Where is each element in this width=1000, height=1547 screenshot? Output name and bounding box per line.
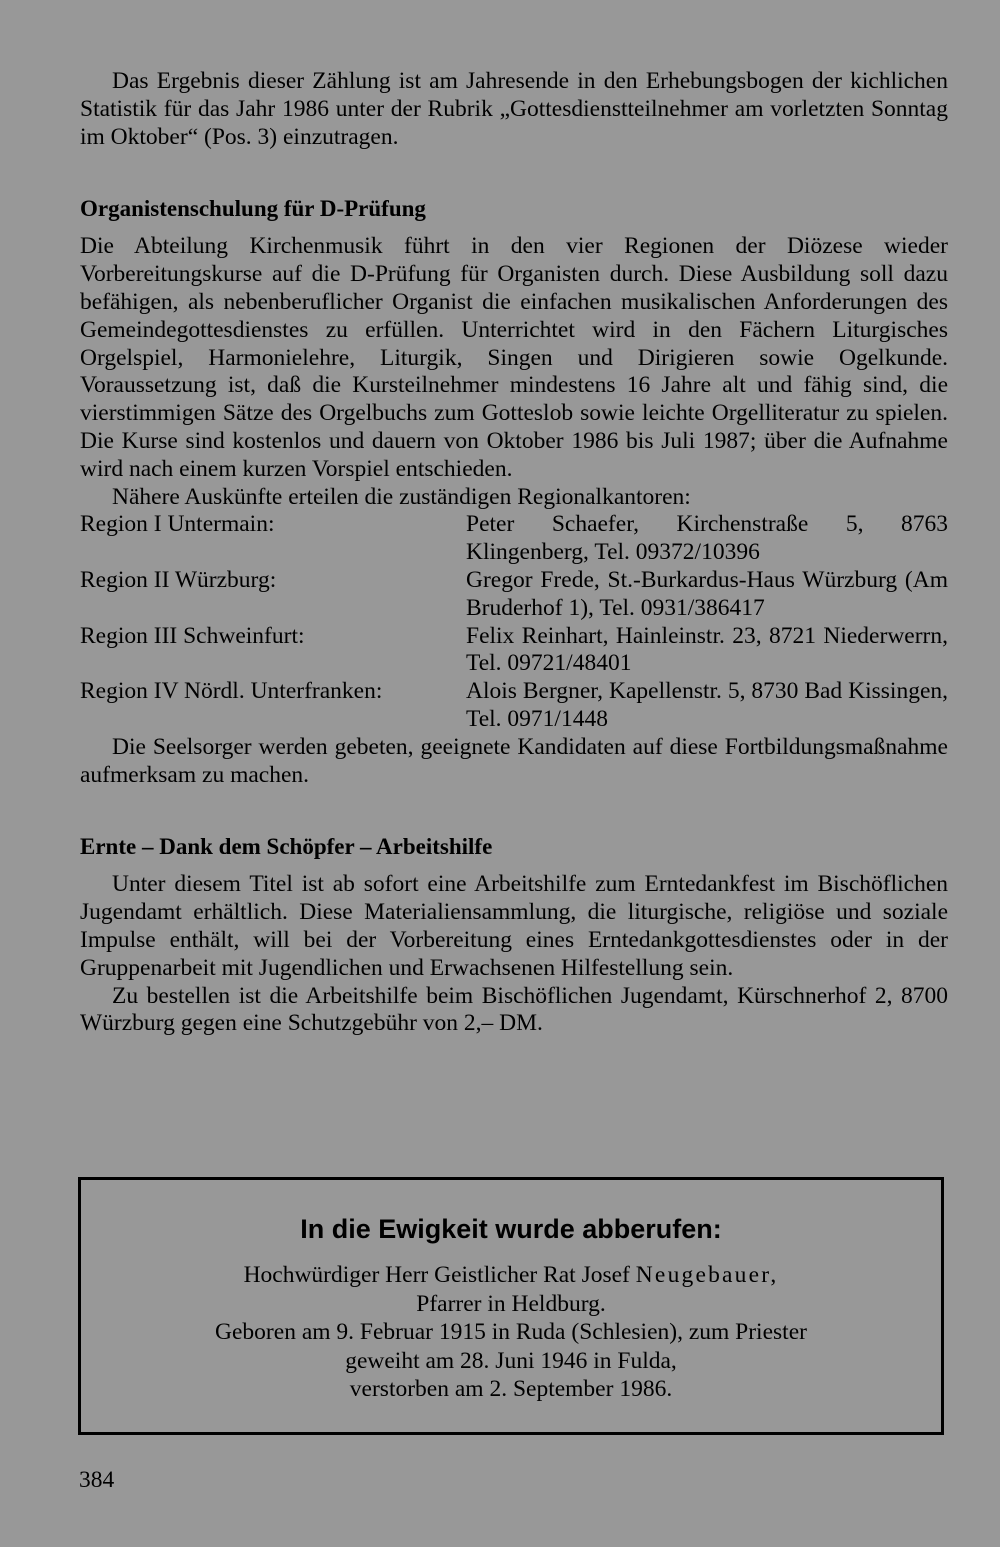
intro-paragraph: Das Ergebnis dieser Zählung ist am Jahresende in den Erhebungsbogen der kichlichen Statistik für das Jahr 1986 unter der Rubrik „Gottesdienstteilnehmer am vorletzten Sonntag im Oktober“ (Pos. 3) einzutragen. bbox=[80, 68, 948, 150]
region-row bbox=[80, 511, 948, 567]
organist-training-paragraph: Die Abteilung Kirchenmusik führt in den vier Regionen der Diözese wieder Vorbereitungskurse auf die D-Prüfung für Organisten durch. Diese Ausbildung soll dazu befähigen, als nebenberuflicher Organist die einfachen musikalischen Anforderungen des Gemeindegottesdienstes zu erfüllen. Unterrichtet wird in den Fächern Liturgisches Orgelspiel, Harmonielehre, Liturgik, Singen und Dirigieren sowie Ogelkunde. Voraussetzung ist, daß die Kursteilnehmer mindestens 16 Jahre alt und fähig sind, die vierstimmigen Sätze des Orgelbuchs zum Gotteslob sowie leichte Orgelliteratur zu spielen. Die Kurse sind kostenlos und dauern von Oktober 1986 bis Juli 1987; über die Aufnahme wird nach einem kurzen Vorspiel entschieden. bbox=[80, 233, 948, 482]
region-name: Region I Untermain: bbox=[80, 511, 275, 538]
obituary-line-1-prefix: Hochwürdiger Herr Geistlicher Rat Josef bbox=[243, 1262, 630, 1288]
obituary-title: In die Ewigkeit wurde abberufen: bbox=[300, 1214, 722, 1244]
region-contact: Peter Schaefer, Kirchenstraße 5, 8763 Klingenberg, Tel. 09372/10396 bbox=[466, 511, 948, 566]
region-row bbox=[80, 567, 948, 623]
info-intro: Nähere Auskünfte erteilen die zuständigen Regionalkantoren: bbox=[112, 483, 691, 510]
obituary-notice-box bbox=[78, 1177, 944, 1435]
obituary-line-3: Geboren am 9. Februar 1915 in Ruda (Schlesien), zum Priester bbox=[215, 1319, 807, 1345]
region-contact: Gregor Frede, St.-Burkardus-Haus Würzburg (Am Bruderhof 1), Tel. 0931/386417 bbox=[466, 566, 948, 621]
section-heading-organist-training: Organistenschulung für D-Prüfung bbox=[80, 196, 426, 222]
region-name: Region II Würzburg: bbox=[80, 566, 277, 593]
obituary-line-1 bbox=[81, 1261, 941, 1290]
section-heading-harvest: Ernte – Dank dem Schöpfer – Arbeitshilfe bbox=[80, 834, 493, 860]
closing-paragraph: Die Seelsorger werden gebeten, geeignete Kandidaten auf diese Fortbildungsmaßnahme aufmerksam zu machen. bbox=[80, 733, 948, 788]
harvest-paragraph-1: Unter diesem Titel ist ab sofort eine Arbeitshilfe zum Erntedankfest im Bischöflichen Jugendamt erhältlich. Diese Materialiensammlung, die liturgische, religiöse und soziale Impulse enthält, will bei der Vorbereitung eines Erntedankgottesdienstes oder in der Gruppenarbeit mit Jugendlichen und Erwachsenen Hilfestellung sein. bbox=[80, 871, 948, 981]
obituary-name: Neugebauer, bbox=[635, 1262, 779, 1288]
region-name: Region IV Nördl. Unterfranken: bbox=[80, 678, 383, 705]
region-contact: Felix Reinhart, Hainleinstr. 23, 8721 Niederwerrn, Tel. 09721/48401 bbox=[466, 622, 948, 677]
obituary-line-5: verstorben am 2. September 1986. bbox=[349, 1376, 673, 1402]
region-row bbox=[80, 678, 948, 734]
page-body bbox=[80, 68, 948, 1038]
region-list bbox=[80, 511, 948, 733]
page-number: 384 bbox=[79, 1467, 115, 1493]
region-row bbox=[80, 623, 948, 679]
obituary-line-4: geweiht am 28. Juni 1946 in Fulda, bbox=[345, 1347, 677, 1374]
region-contact: Alois Bergner, Kapellenstr. 5, 8730 Bad Kissingen, Tel. 0971/1448 bbox=[466, 678, 948, 732]
obituary-line-2: Pfarrer in Heldburg. bbox=[416, 1290, 606, 1317]
harvest-paragraph-2: Zu bestellen ist die Arbeitshilfe beim Bischöflichen Jugendamt, Kürschnerhof 2, 8700 Würzburg gegen eine Schutzgebühr von 2,– DM. bbox=[80, 982, 948, 1037]
region-name: Region III Schweinfurt: bbox=[80, 622, 305, 649]
